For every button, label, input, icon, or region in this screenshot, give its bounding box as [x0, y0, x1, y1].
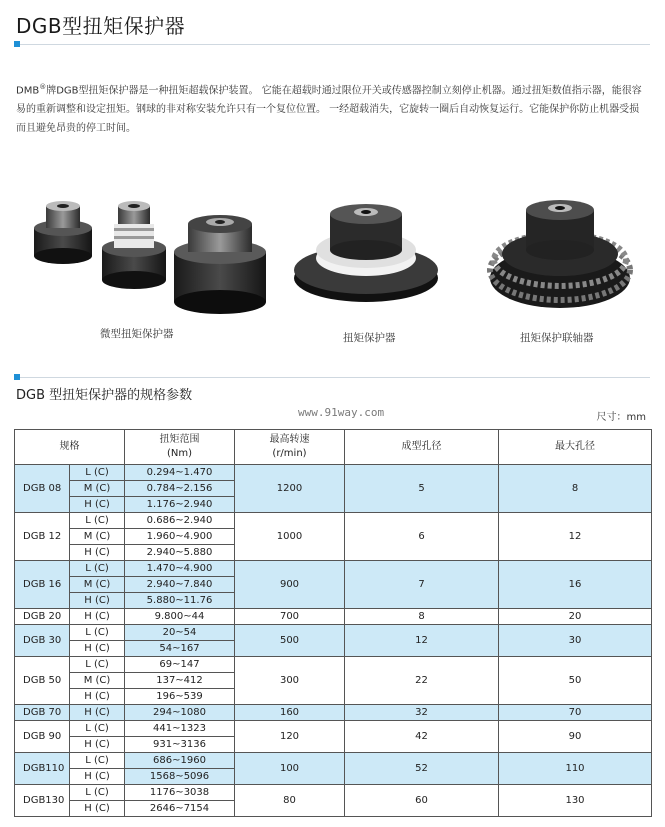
cell-type: L (C): [70, 465, 125, 481]
spec-section-title: DGB 型扭矩保护器的规格参数: [16, 388, 193, 403]
micro-torque-limiter-image: [28, 188, 276, 324]
cell-torque: 1.176~2.940: [125, 497, 235, 513]
cell-torque: 1.470~4.900: [125, 561, 235, 577]
cell-type: H (C): [70, 769, 125, 785]
caption-torque-limiter-coupling: 扭矩保护联轴器: [520, 332, 594, 344]
title-accent-mark: [14, 41, 20, 47]
cell-model: DGB 90: [15, 721, 70, 753]
cell-torque: 1176~3038: [125, 785, 235, 801]
cell-torque: 2.940~7.840: [125, 577, 235, 593]
cell-bore: 42: [345, 721, 499, 753]
cell-max-bore: 12: [499, 513, 652, 561]
unit-label: 尺寸：mm: [596, 412, 646, 423]
cell-torque: 5.880~11.76: [125, 593, 235, 609]
cell-bore: 12: [345, 625, 499, 657]
cell-max-bore: 70: [499, 705, 652, 721]
cell-type: L (C): [70, 561, 125, 577]
cell-max-bore: 50: [499, 657, 652, 705]
cell-type: H (C): [70, 641, 125, 657]
intro-text: 牌DGB型扭矩保护器是一种扭矩超载保护装置。 它能在超载时通过限位开关或传感器控制立刻停止机器。通过扭矩数值指示器，能很容易的重新调整和设定扭矩。钢球的非对称安装允许只有一个复位位置。 一经超载消失，它旋转一圈后自动恢复运行。它能保护你防止机器受损而且避免昂贵的停工时间。: [16, 85, 642, 135]
caption-micro-torque-limiter: 微型扭矩保护器: [100, 328, 174, 340]
cell-model: DGB 08: [15, 465, 70, 513]
cell-model: DGB 12: [15, 513, 70, 561]
cell-type: H (C): [70, 801, 125, 817]
cell-speed: 900: [235, 561, 345, 609]
cell-type: L (C): [70, 721, 125, 737]
table-row: [15, 657, 652, 673]
cell-type: M (C): [70, 529, 125, 545]
table-row: [15, 609, 652, 625]
cell-type: L (C): [70, 625, 125, 641]
cell-speed: 700: [235, 609, 345, 625]
table-row: [15, 721, 652, 737]
torque-limiter-coupling-image: [486, 190, 634, 314]
cell-speed: 1200: [235, 465, 345, 513]
cell-max-bore: 16: [499, 561, 652, 609]
cell-type: L (C): [70, 513, 125, 529]
cell-type: H (C): [70, 593, 125, 609]
cell-type: H (C): [70, 497, 125, 513]
cell-torque: 0.686~2.940: [125, 513, 235, 529]
table-row: [15, 785, 652, 801]
section-divider: [16, 377, 650, 378]
cell-max-bore: 110: [499, 753, 652, 785]
cell-speed: 100: [235, 753, 345, 785]
header-bore: 成型孔径: [345, 430, 499, 465]
watermark-text: www.91way.com: [298, 406, 385, 419]
title-divider: [16, 44, 650, 45]
table-row: [15, 561, 652, 577]
cell-torque: 9.800~44: [125, 609, 235, 625]
caption-torque-limiter: 扭矩保护器: [343, 332, 396, 344]
cell-torque: 294~1080: [125, 705, 235, 721]
header-speed: 最高转速 (r/min): [235, 430, 345, 465]
cell-bore: 5: [345, 465, 499, 513]
cell-torque: 441~1323: [125, 721, 235, 737]
cell-model: DGB 70: [15, 705, 70, 721]
cell-type: H (C): [70, 689, 125, 705]
torque-limiter-image: [290, 196, 442, 308]
cell-max-bore: 130: [499, 785, 652, 817]
cell-model: DGB110: [15, 753, 70, 785]
cell-model: DGB 20: [15, 609, 70, 625]
cell-model: DGB 16: [15, 561, 70, 609]
cell-speed: 1000: [235, 513, 345, 561]
cell-bore: 8: [345, 609, 499, 625]
header-torque: 扭矩范围 (Nm): [125, 430, 235, 465]
table-row: [15, 625, 652, 641]
header-model: 规格: [15, 430, 125, 465]
intro-paragraph: [16, 78, 648, 138]
cell-type: H (C): [70, 737, 125, 753]
cell-bore: 52: [345, 753, 499, 785]
cell-torque: 0.294~1.470: [125, 465, 235, 481]
cell-model: DGB 30: [15, 625, 70, 657]
cell-torque: 686~1960: [125, 753, 235, 769]
cell-torque: 2.940~5.880: [125, 545, 235, 561]
cell-bore: 7: [345, 561, 499, 609]
cell-max-bore: 20: [499, 609, 652, 625]
cell-bore: 6: [345, 513, 499, 561]
header-max-bore: 最大孔径: [499, 430, 652, 465]
cell-type: L (C): [70, 657, 125, 673]
cell-speed: 300: [235, 657, 345, 705]
cell-speed: 500: [235, 625, 345, 657]
cell-type: H (C): [70, 545, 125, 561]
cell-type: H (C): [70, 609, 125, 625]
cell-torque: 54~167: [125, 641, 235, 657]
cell-type: M (C): [70, 481, 125, 497]
cell-bore: 32: [345, 705, 499, 721]
cell-bore: 22: [345, 657, 499, 705]
cell-type: M (C): [70, 577, 125, 593]
cell-model: DGB 50: [15, 657, 70, 705]
cell-max-bore: 30: [499, 625, 652, 657]
table-row: [15, 705, 652, 721]
section-accent-mark: [14, 374, 20, 380]
cell-max-bore: 90: [499, 721, 652, 753]
cell-speed: 120: [235, 721, 345, 753]
cell-torque: 20~54: [125, 625, 235, 641]
cell-model: DGB130: [15, 785, 70, 817]
cell-torque: 196~539: [125, 689, 235, 705]
table-header-row: [15, 430, 652, 465]
cell-torque: 1568~5096: [125, 769, 235, 785]
cell-speed: 80: [235, 785, 345, 817]
cell-type: L (C): [70, 785, 125, 801]
page-title: DGB型扭矩保护器: [16, 14, 186, 38]
cell-max-bore: 8: [499, 465, 652, 513]
cell-torque: 2646~7154: [125, 801, 235, 817]
spec-table: [14, 429, 652, 817]
cell-bore: 60: [345, 785, 499, 817]
registered-mark: ®: [39, 83, 47, 91]
intro-brand: DMB: [16, 85, 40, 97]
table-row: [15, 513, 652, 529]
cell-type: L (C): [70, 753, 125, 769]
cell-torque: 0.784~2.156: [125, 481, 235, 497]
cell-speed: 160: [235, 705, 345, 721]
cell-torque: 69~147: [125, 657, 235, 673]
cell-torque: 137~412: [125, 673, 235, 689]
cell-torque: 1.960~4.900: [125, 529, 235, 545]
spec-table-body: [15, 465, 652, 817]
table-row: [15, 465, 652, 481]
cell-type: M (C): [70, 673, 125, 689]
cell-type: H (C): [70, 705, 125, 721]
table-row: [15, 753, 652, 769]
cell-torque: 931~3136: [125, 737, 235, 753]
